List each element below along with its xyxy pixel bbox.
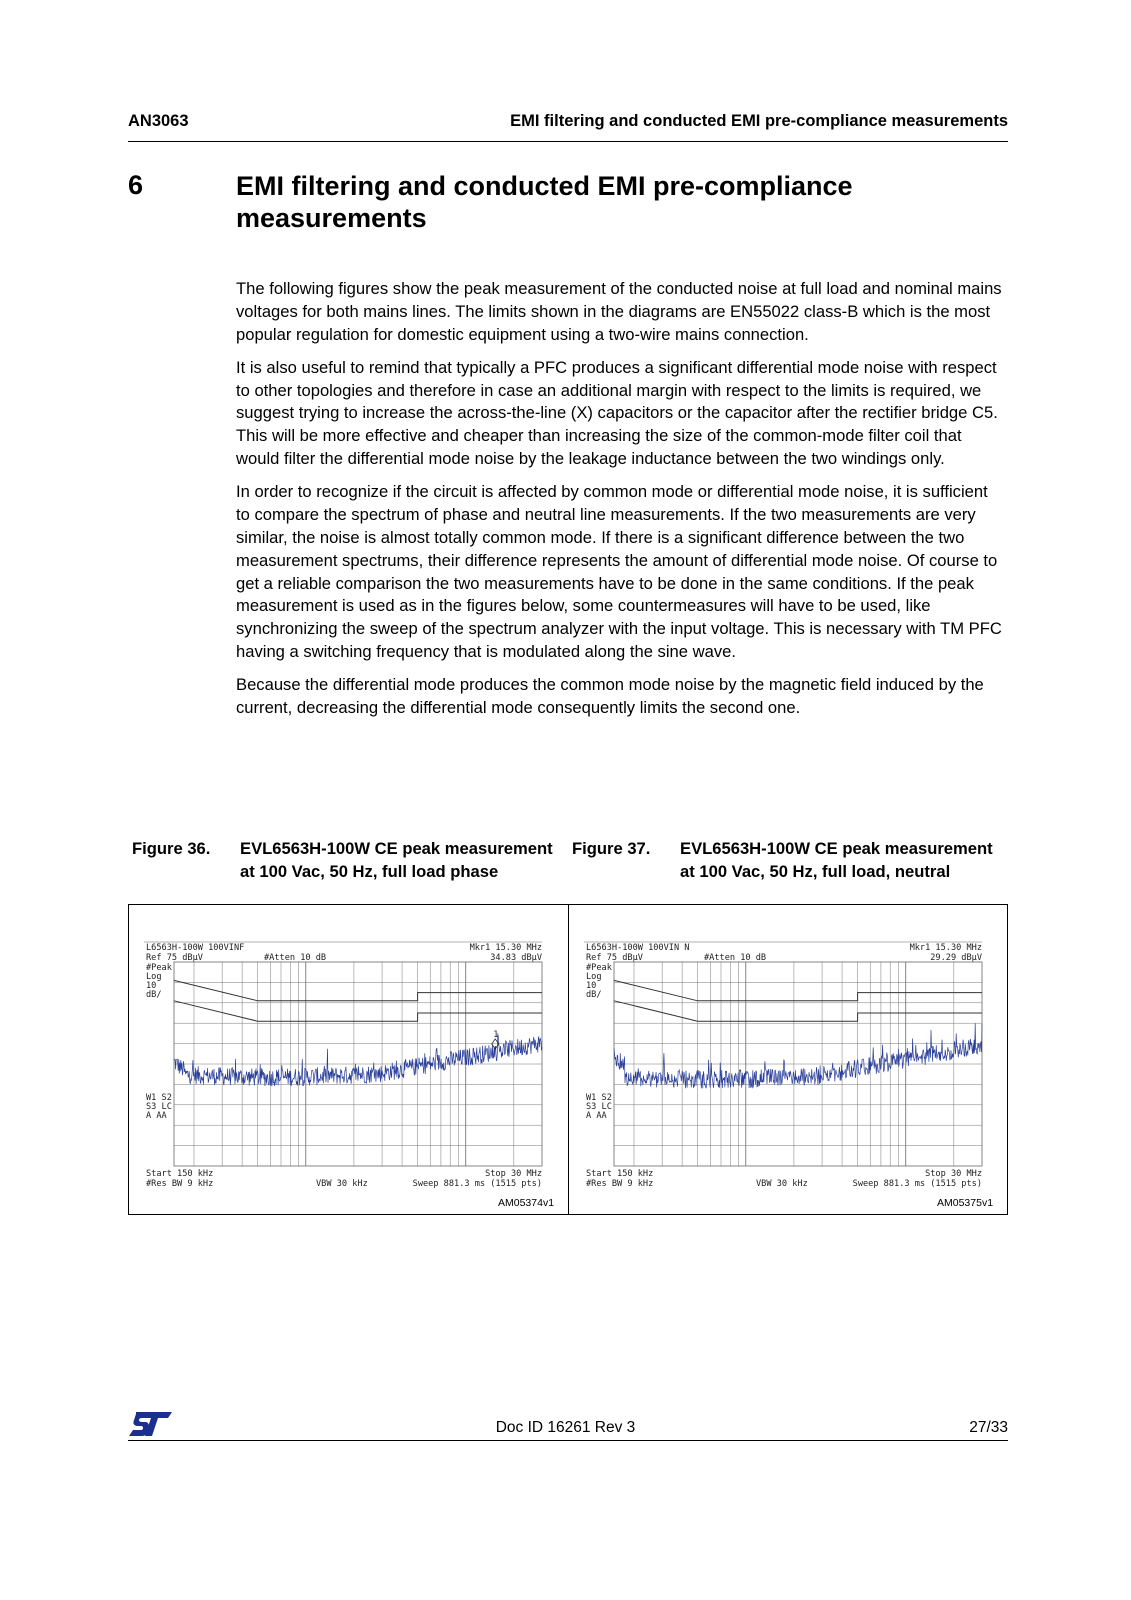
- figure-id: AM05375v1: [937, 1197, 994, 1209]
- left-label: Log: [586, 972, 602, 982]
- marker-freq: Mkr1 15.30 MHz: [909, 943, 982, 953]
- start-freq: Start 150 kHz: [146, 1169, 214, 1179]
- limit-line: [614, 980, 982, 1000]
- figure-number: Figure 37.: [572, 839, 651, 858]
- analyzer-screen: [584, 936, 996, 1192]
- spectrum-trace: [174, 1033, 542, 1086]
- paragraph: Because the differential mode produces the common mode noise by the magnetic field induced by the current, decreasing the differential mode consequently limits the second one.: [236, 675, 984, 718]
- sweep: Sweep 881.3 ms (1515 pts): [412, 1179, 542, 1189]
- left-label: #Peak: [586, 963, 612, 973]
- left-label: dB/: [586, 990, 602, 1000]
- vbw: VBW 30 kHz: [316, 1179, 368, 1189]
- section-number: 6: [128, 170, 144, 200]
- figure-number: Figure 36.: [132, 839, 211, 858]
- left-label: 10: [586, 981, 597, 991]
- mode-label: S3 LC: [146, 1102, 172, 1112]
- paragraph: It is also useful to remind that typically a PFC produces a significant differential mode noise with respect to other topologies and therefore in case an additional margin with respect to the limits is required, we suggest trying to increase the across-the-line (X) capacitors or the capacitor after the rectifier bridge C5. This will be more effective and cheaper than increasing the size of the common-mode filter coil that would filter the differential mode noise by the leakage inductance between the two windings only.: [236, 357, 998, 469]
- limit-line: [614, 1001, 982, 1021]
- attenuation: #Atten 10 dB: [264, 953, 327, 963]
- res-bw: #Res BW 9 kHz: [586, 1179, 654, 1189]
- body-text: [236, 278, 1006, 730]
- ref-level: Ref 75 dBµV: [586, 953, 643, 963]
- marker-1: [492, 1030, 499, 1049]
- doc-code: AN3063: [128, 112, 189, 130]
- limit-line: [174, 980, 542, 1000]
- left-label: 10: [146, 981, 157, 991]
- paragraph: The following figures show the peak measurement of the conducted noise at full load and nominal mains voltages for both mains lines. The limits shown in the diagrams are EN55022 class-B which is the most popular regulation for domestic equipment using a two-wire mains connection.: [236, 279, 1002, 344]
- mode-label: A AA: [146, 1111, 167, 1121]
- section-title: EMI filtering and conducted EMI pre-compliance measurements: [236, 171, 853, 233]
- limit-lines: [614, 980, 982, 1021]
- stop-freq: Stop 30 MHz: [925, 1169, 982, 1179]
- spectrum-plot-phase: [144, 936, 556, 1192]
- mode-label: W1 S2: [146, 1093, 172, 1103]
- marker-number: 1: [493, 1029, 499, 1040]
- spectrum-plot-neutral: [584, 936, 996, 1192]
- doc-id: Doc ID 16261 Rev 3: [495, 1419, 636, 1436]
- marker-value: 34.83 dBµV: [490, 953, 542, 963]
- mode-label: W1 S2: [586, 1093, 612, 1103]
- header-rule: [128, 141, 1008, 142]
- spectrum-trace: [614, 1023, 982, 1088]
- ref-level: Ref 75 dBµV: [146, 953, 203, 963]
- start-freq: Start 150 kHz: [586, 1169, 654, 1179]
- left-label: dB/: [146, 990, 162, 1000]
- running-header: [128, 108, 1008, 134]
- attenuation: #Atten 10 dB: [704, 953, 767, 963]
- mode-label: A AA: [586, 1111, 607, 1121]
- figure-caption-text: EVL6563H-100W CE peak measurement at 100 Vac, 50 Hz, full load, neutral: [680, 839, 993, 881]
- analyzer-screen: [144, 936, 556, 1192]
- paragraph: In order to recognize if the circuit is affected by common mode or differential mode noise, it is sufficient to compare the spectrum of phase and neutral line measurements. If the two measurements are very similar, the noise is almost totally common mode. If there is a significant difference between the two measurement spectrums, their difference represents the amount of differential mode noise. Of course to get a reliable comparison the two measurements have to be done in the same conditions. If the peak measurement is used as in the figures below, some countermeasures will have to be used, like synchronizing the sweep of the spectrum analyzer with the input voltage. This is necessary with TM PFC having a switching frequency that is modulated along the sine wave.: [236, 482, 1002, 661]
- mode-label: S3 LC: [586, 1102, 612, 1112]
- left-label: #Peak: [146, 963, 172, 973]
- vbw: VBW 30 kHz: [756, 1179, 808, 1189]
- marker-value: 29.29 dBµV: [930, 953, 982, 963]
- stop-freq: Stop 30 MHz: [485, 1169, 542, 1179]
- figure-divider: [568, 904, 569, 1215]
- running-title: EMI filtering and conducted EMI pre-compliance measurements: [510, 112, 1008, 130]
- screen-title: L6563H-100W 100VINF: [146, 943, 245, 953]
- figure-id: AM05374v1: [498, 1197, 555, 1209]
- sweep: Sweep 881.3 ms (1515 pts): [852, 1179, 982, 1189]
- marker-freq: Mkr1 15.30 MHz: [469, 943, 542, 953]
- footer-rule: [128, 1440, 1008, 1441]
- figure-caption-text: EVL6563H-100W CE peak measurement at 100 Vac, 50 Hz, full load phase: [240, 839, 553, 881]
- page-number: 27/33: [969, 1419, 1008, 1436]
- left-label: Log: [146, 972, 162, 982]
- res-bw: #Res BW 9 kHz: [146, 1179, 214, 1189]
- limit-lines: [174, 980, 542, 1021]
- limit-line: [174, 1001, 542, 1021]
- screen-title: L6563H-100W 100VIN N: [586, 943, 690, 953]
